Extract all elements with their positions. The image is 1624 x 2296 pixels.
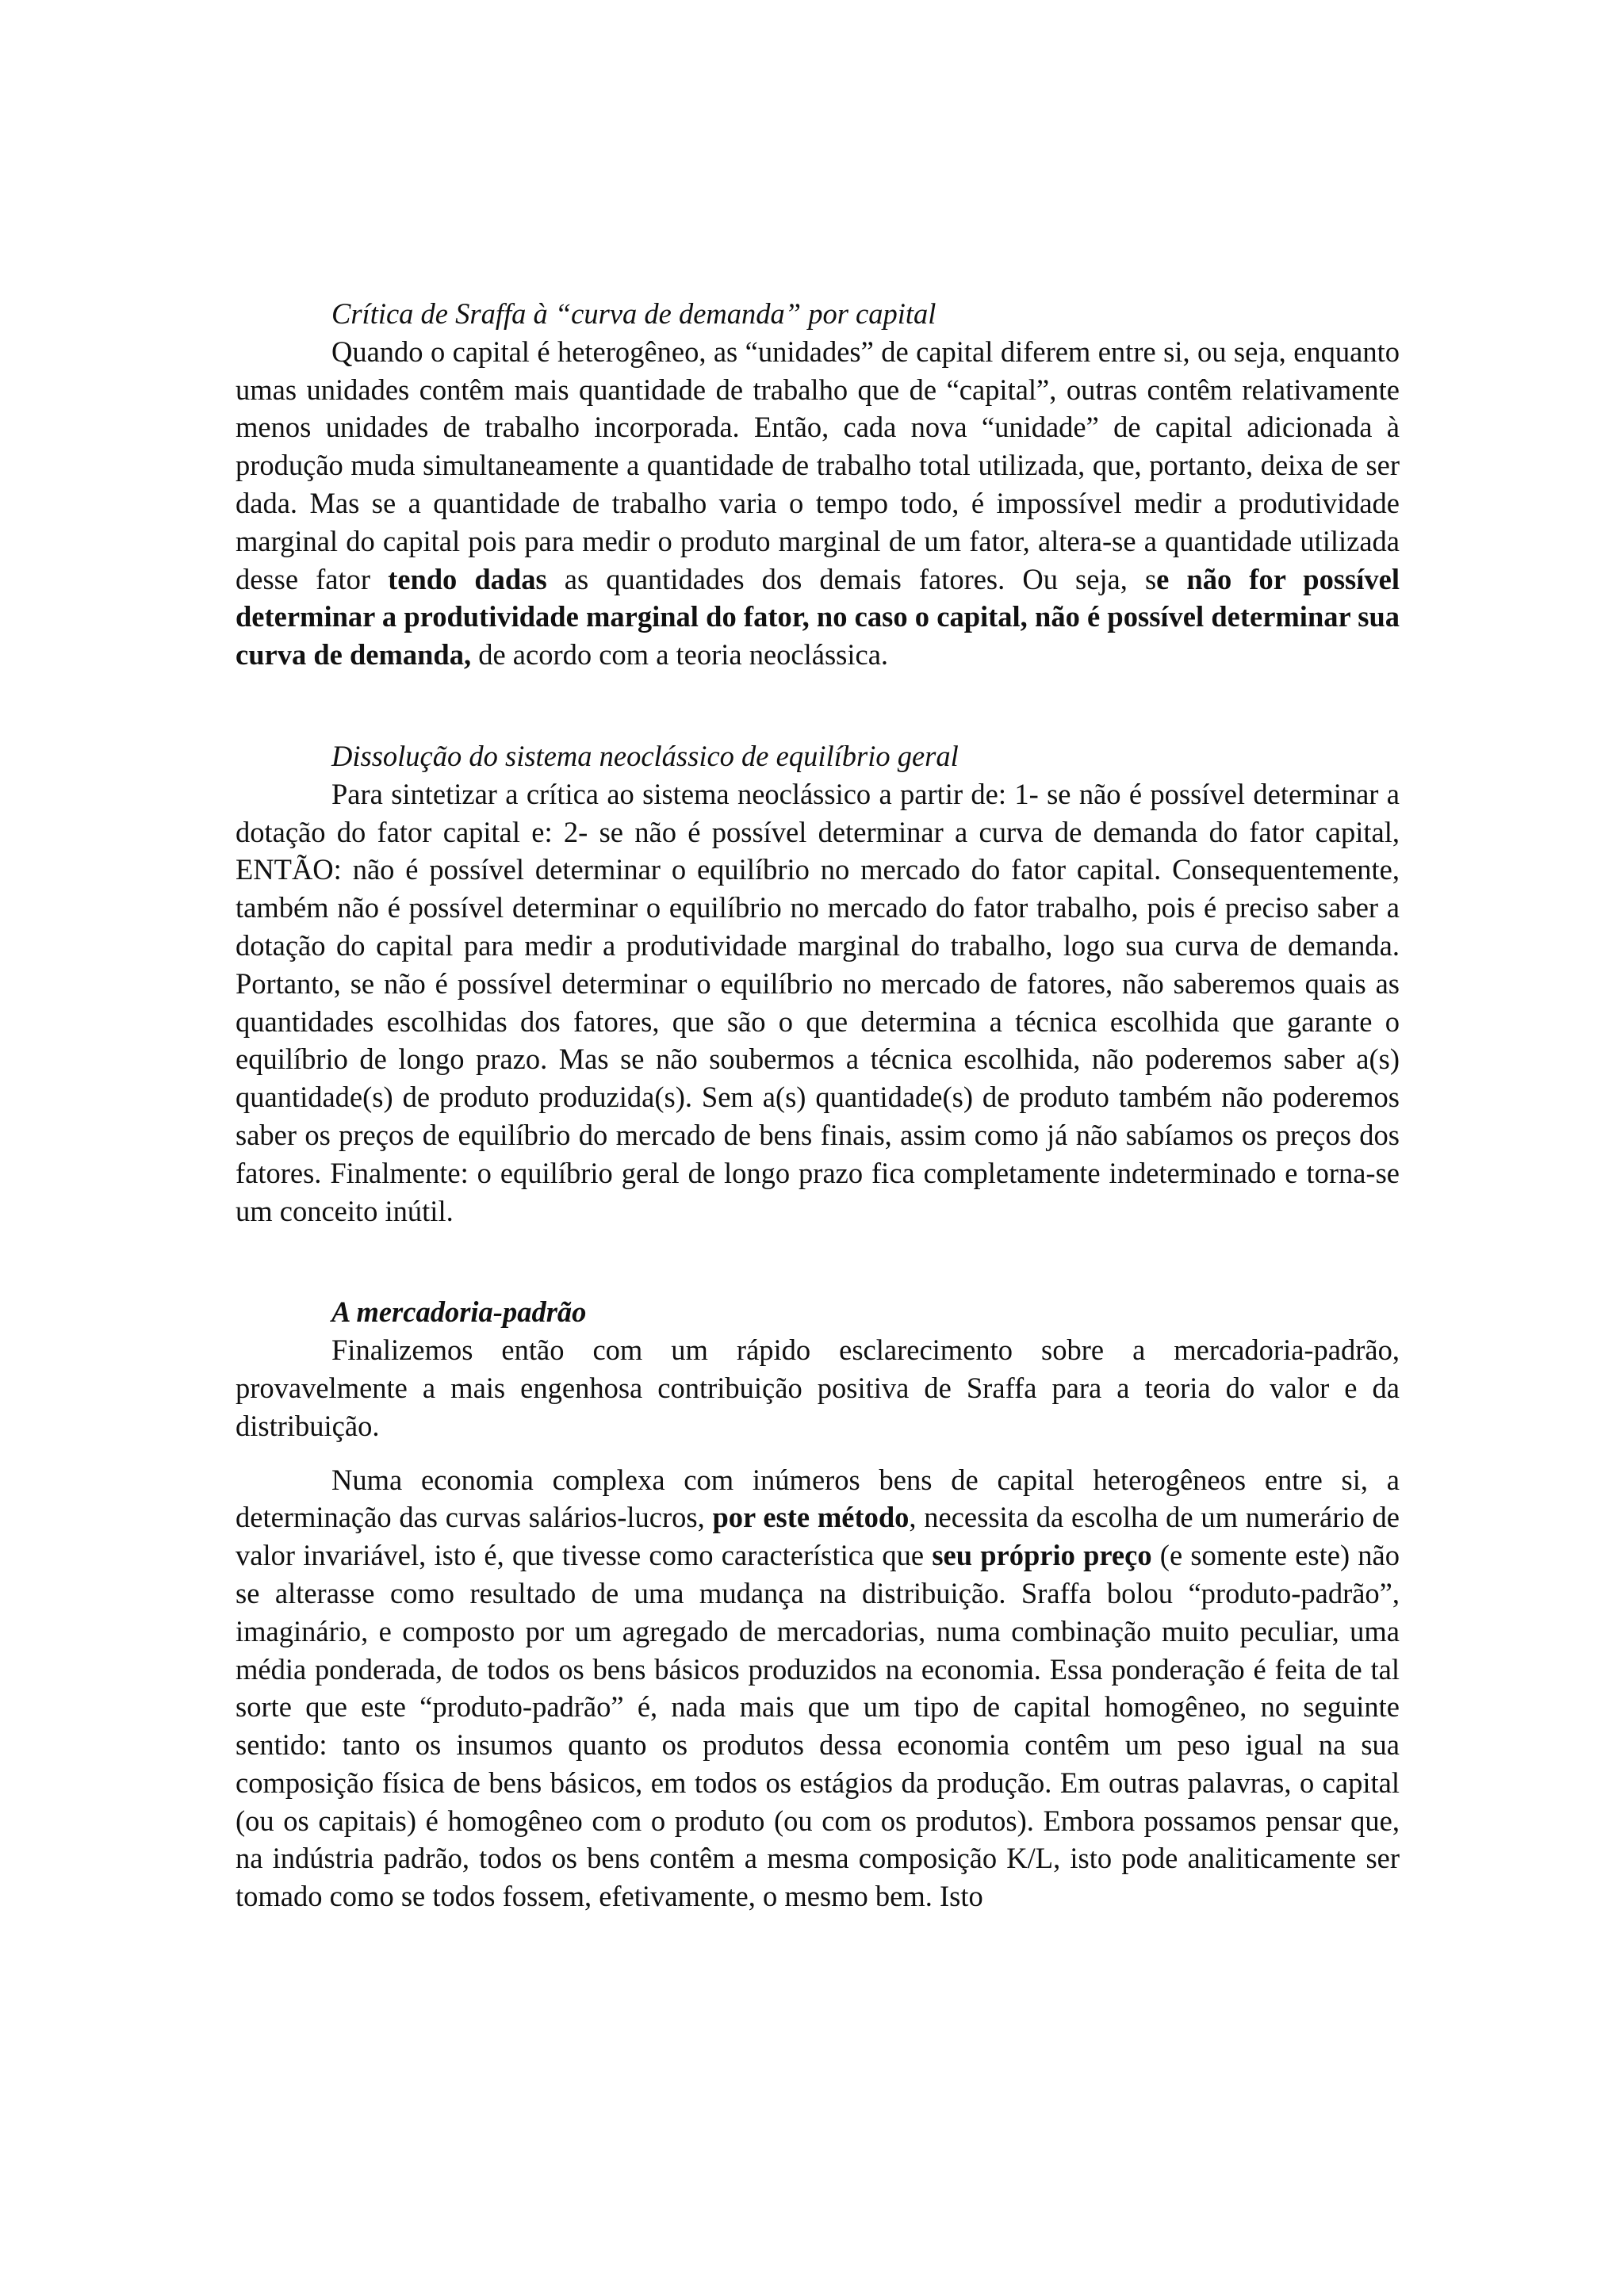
section-heading-dissolucao: Dissolução do sistema neoclássico de equilíbrio geral: [331, 739, 959, 772]
bold-run: tendo dadas: [388, 562, 547, 595]
paragraph-mercadoria-2: [236, 1461, 1400, 1916]
text-run: , necessita da escolha de um numerário de valor invariável, isto é, que tivesse como característica que: [236, 1501, 1400, 1572]
text-run: (e somente este) não se alterasse como resultado de uma mudança na distribuição. Sraffa bolou “produto-padrão”, imaginário, e composto por um agregado de mercadorias, numa combinação muito peculiar, uma média ponderada, de todos os bens básicos produzidos na economia. Essa ponderação é feita de tal sorte que este “produto-padrão” é, nada mais que um tipo de capital homogêneo, no seguinte sentido: tanto os insumos quanto os produtos dessa economia contêm um peso igual na sua composição física de bens básicos, em todos os estágios da produção. Em outras palavras, o capital (ou os capitais) é homogêneo com o produto (ou com os produtos). Embora possamos pensar que, na indústria padrão, todos os bens contêm a mesma composição K/L, isto pode analiticamente ser tomado como se todos fossem, efetivamente, o mesmo bem. Isto: [236, 1539, 1400, 1913]
paragraph-mercadoria-1: [236, 1331, 1400, 1445]
bold-run: seu próprio preço: [932, 1539, 1152, 1572]
text-run: Para sintetizar a crítica ao sistema neoclássico a partir de: 1- se não é possível determinar a dotação do fator capital e: 2- se não é possível determinar a curva de demanda do fator capital, ENTÃO: não é possível determinar o equilíbrio no mercado do fator capital. Consequentemente, também não é possível determinar o equilíbrio no mercado do fator trabalho, pois é preciso saber a dotação do capital para medir a produtividade marginal do trabalho, logo sua curva de demanda. Portanto, se não é possível determinar o equilíbrio no mercado de fatores, não saberemos quais as quantidades escolhidas dos fatores, que são o que determina a técnica escolhida que garante o equilíbrio de longo prazo. Mas se não soubermos a técnica escolhida, não poderemos saber a(s) quantidade(s) de produto produzida(s). Sem a(s) quantidade(s) de produto também não poderemos saber os preços de equilíbrio do mercado de bens finais, assim como já não sabíamos os preços dos fatores. Finalmente: o equilíbrio geral de longo prazo fica completamente indeterminado e torna-se um conceito inútil.: [236, 777, 1400, 1227]
text-run: Numa economia complexa com inúmeros bens de capital heterogêneos entre si, a determinação das curvas salários-lucros,: [236, 1463, 1400, 1534]
text-run: Quando o capital é heterogêneo, as “unidades” de capital diferem entre si, ou seja, enquanto umas unidades contêm mais quantidade de trabalho que de “capital”, outras contêm relativamente menos unidades de trabalho incorporada. Então, cada nova “unidade” de capital adicionada à produção muda simultaneamente a quantidade de trabalho total utilizada, que, portanto, deixa de ser dada. Mas se a quantidade de trabalho varia o tempo todo, é impossível medir a produtividade marginal do capital pois para medir o produto marginal de um fator, altera-se a quantidade utilizada desse fator: [236, 335, 1400, 595]
paragraph-critica-1: [236, 333, 1400, 674]
bold-run: e não for possível determinar a produtividade marginal do fator, no caso o capital, não é possível determinar sua curva de demanda,: [236, 562, 1400, 672]
section-spacer: [236, 1230, 1400, 1293]
text-run: Finalizemos então com um rápido esclarecimento sobre a mercadoria-padrão, provavelmente a mais engenhosa contribuição positiva de Sraffa para a teoria do valor e da distribuição.: [236, 1334, 1400, 1442]
document-body: [236, 295, 1400, 1915]
bold-run: por este método: [712, 1501, 910, 1534]
text-run: as quantidades dos demais fatores. Ou seja, s: [546, 562, 1157, 595]
paragraph-dissolucao-1: [236, 775, 1400, 1230]
text-run: de acordo com a teoria neoclássica.: [471, 638, 889, 672]
section-heading-critica: Crítica de Sraffa à “curva de demanda” por capital: [331, 297, 936, 330]
section-spacer: [236, 674, 1400, 737]
paragraph-spacer: [236, 1445, 1400, 1461]
section-heading-mercadoria-padrao: A mercadoria-padrão: [331, 1295, 587, 1329]
